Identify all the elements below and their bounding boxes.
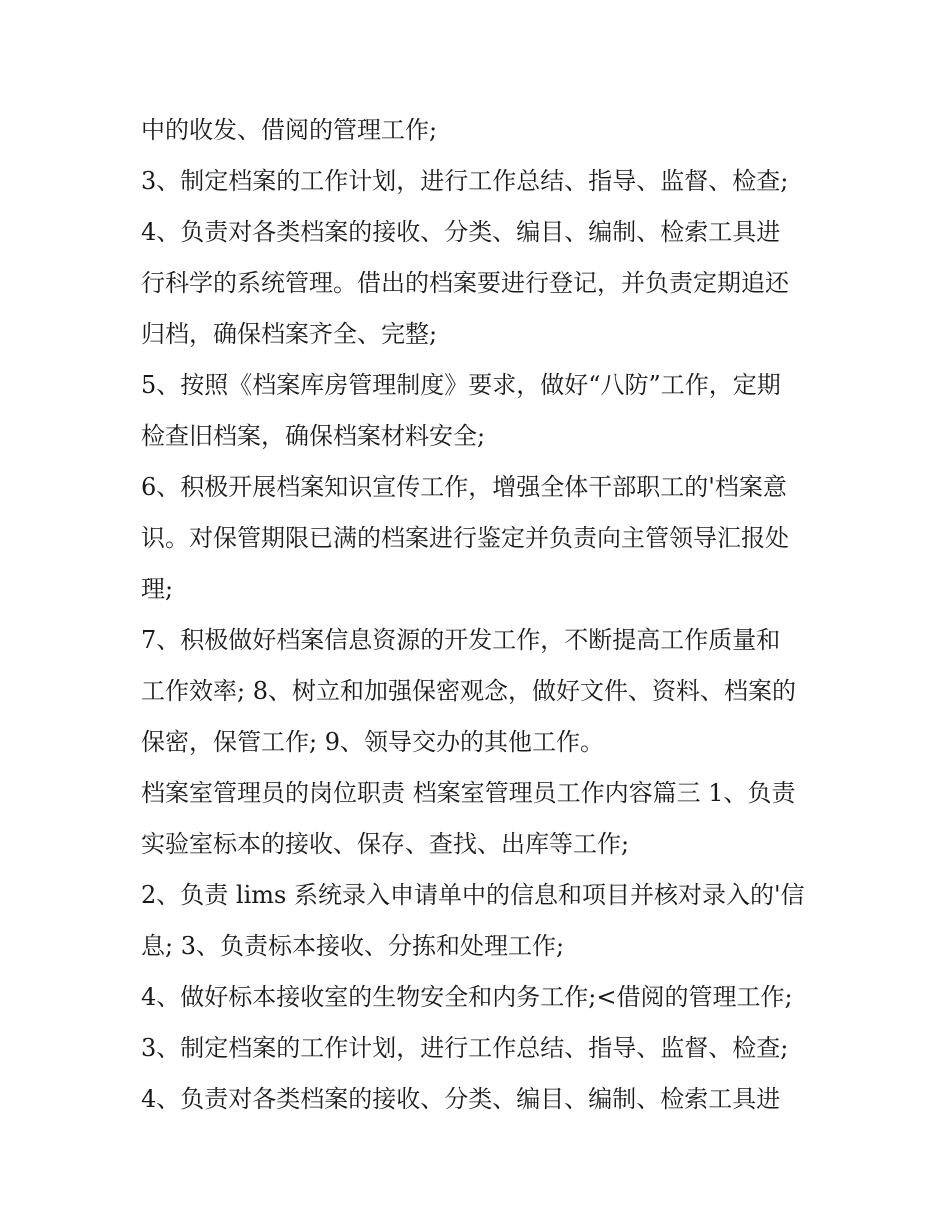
text-line: 3、制定档案的工作计划，进行工作总结、指导、监督、检查; (141, 167, 789, 195)
text-line: 识。对保管期限已满的档案进行鉴定并负责向主管领导汇报处 (141, 524, 789, 552)
text-line: 归档，确保档案齐全、完整; (141, 320, 438, 348)
text-line: 档案室管理员的岗位职责 档案室管理员工作内容篇三 1、负责 (141, 779, 796, 807)
text-line: 检查旧档案，确保档案材料安全; (141, 422, 486, 450)
text-line: 4、负责对各类档案的接收、分类、编目、编制、检索工具进 (141, 1085, 781, 1113)
text-line: 6、积极开展档案知识宣传工作，增强全体干部职工的'档案意 (141, 473, 787, 501)
text-line: 理; (141, 575, 174, 603)
text-line: 工作效率; 8、树立和加强保密观念，做好文件、资料、档案的 (141, 677, 796, 705)
text-line: 中的收发、借阅的管理工作; (141, 116, 438, 144)
text-line: 4、负责对各类档案的接收、分类、编目、编制、检索工具进 (141, 218, 781, 246)
document-body (141, 105, 821, 1125)
text-line: 行科学的系统管理。借出的档案要进行登记，并负责定期追还 (141, 269, 789, 297)
text-line: 2、负责 lims 系统录入申请单中的信息和项目并核对录入的'信 (141, 881, 805, 909)
text-line: 实验室标本的接收、保存、查找、出库等工作; (141, 830, 630, 858)
text-line: 3、制定档案的工作计划，进行工作总结、指导、监督、检查; (141, 1034, 789, 1062)
text-line: 5、按照《档案库房管理制度》要求，做好“八防”工作，定期 (141, 371, 781, 399)
text-line: 4、做好标本接收室的生物安全和内务工作;<借阅的管理工作; (141, 983, 793, 1011)
text-line: 息; 3、负责标本接收、分拣和处理工作; (141, 932, 565, 960)
text-line: 保密，保管工作; 9、领导交办的其他工作。 (141, 728, 604, 756)
text-line: 7、积极做好档案信息资源的开发工作，不断提高工作质量和 (141, 626, 781, 654)
